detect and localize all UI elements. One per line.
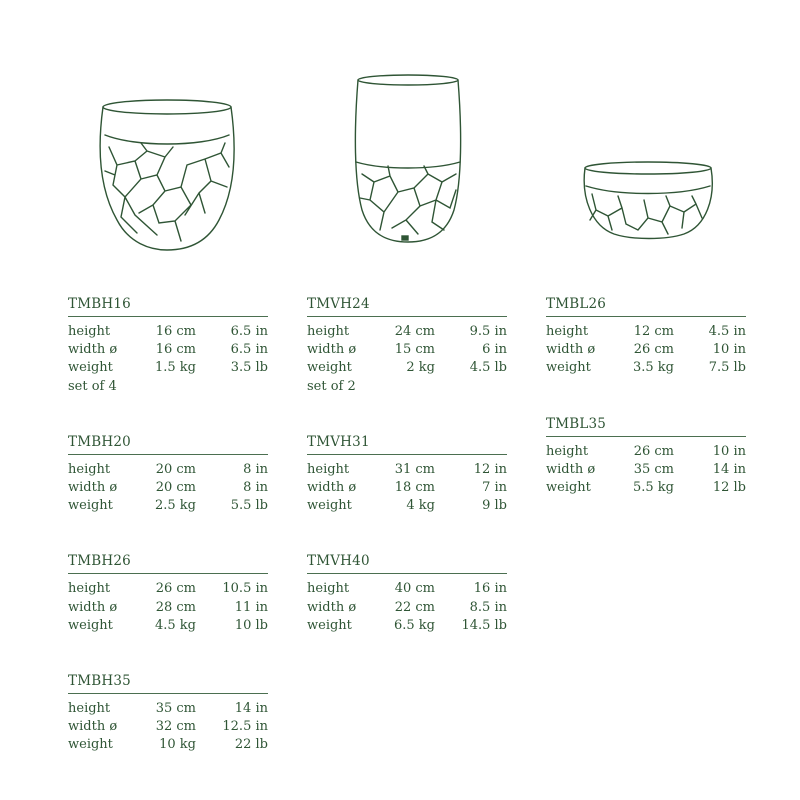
spec-label: width ø [307, 342, 357, 358]
spec-row-width [307, 479, 507, 497]
spec-imperial-value: 8.5 in [469, 599, 507, 615]
spec-metric-value: 26 cm [155, 581, 196, 597]
spec-metric-value: 1.5 kg [154, 360, 196, 376]
product-code: TMBL35 [546, 416, 746, 437]
spec-label: width ø [68, 599, 118, 615]
spec-imperial-value: 9.5 in [469, 324, 507, 339]
product-code: TMBH20 [68, 434, 268, 455]
spec-row-width [68, 479, 268, 497]
spec-label: weight [307, 498, 352, 514]
spec-metric-value: 35 cm [155, 700, 196, 716]
spec-imperial-value: 22 lb [234, 737, 268, 753]
spec-metric-value: 6.5 kg [393, 617, 435, 633]
spec-label: height [68, 461, 111, 477]
spec-row-height [68, 323, 268, 341]
product-code: TMVH24 [307, 296, 507, 317]
bowl-illustration [578, 158, 723, 248]
spec-imperial-value: 4.5 lb [469, 360, 507, 376]
spec-imperial-value: 12.5 in [222, 719, 268, 735]
spec-column-3 [546, 296, 746, 535]
spec-row-width [307, 341, 507, 359]
spec-row-width [68, 599, 268, 617]
spec-label: height [307, 324, 350, 339]
spec-metric-value: 2.5 kg [154, 498, 196, 514]
spec-label: height [68, 324, 111, 339]
spec-metric-value: 40 cm [394, 581, 435, 597]
spec-label: height [546, 324, 589, 339]
spec-label: height [307, 461, 350, 477]
product-code: TMBH35 [68, 673, 268, 694]
spec-label: width ø [68, 719, 118, 735]
spec-metric-value: 4 kg [406, 498, 435, 514]
spec-imperial-value: 12 lb [712, 479, 746, 495]
spec-column-1 [68, 296, 268, 792]
spec-imperial-value: 8 in [243, 479, 268, 495]
spec-metric-value: 26 cm [633, 342, 674, 358]
spec-imperial-value: 6 in [482, 342, 507, 358]
spec-label: width ø [546, 461, 596, 477]
spec-metric-value: 16 cm [155, 342, 196, 358]
spec-block-tmvh40 [307, 553, 507, 635]
spec-imperial-value: 3.5 lb [230, 360, 268, 376]
spec-label: weight [546, 360, 591, 376]
spec-block-tmbh26 [68, 553, 268, 635]
spec-metric-value: 32 cm [155, 719, 196, 735]
spec-imperial-value: 6.5 in [230, 324, 268, 339]
spec-metric-value: 22 cm [394, 599, 435, 615]
spec-row-weight [68, 497, 268, 515]
spec-row-height [68, 461, 268, 479]
spec-label: width ø [68, 342, 118, 358]
spec-block-tmbl35 [546, 416, 746, 498]
spec-label: width ø [68, 479, 118, 495]
spec-block-tmbl26 [546, 296, 746, 378]
spec-imperial-value: 14 in [234, 700, 268, 716]
spec-label: weight [68, 617, 113, 633]
spec-block-tmbh35 [68, 673, 268, 755]
spec-imperial-value: 10 in [712, 443, 746, 459]
spec-row-weight [546, 479, 746, 497]
spec-row-height [307, 580, 507, 598]
spec-block-tmbh16 [68, 296, 268, 396]
spec-imperial-value: 16 in [473, 581, 507, 597]
spec-metric-value: 18 cm [394, 479, 435, 495]
spec-label: weight [68, 737, 113, 753]
spec-row-weight [68, 617, 268, 635]
spec-metric-value: 20 cm [155, 479, 196, 495]
pot-illustrations [0, 0, 800, 270]
set-note: set of 2 [307, 378, 356, 394]
spec-metric-value: 10 kg [159, 737, 196, 753]
spec-metric-value: 35 cm [633, 461, 674, 477]
spec-metric-value: 5.5 kg [632, 479, 674, 495]
spec-imperial-value: 10 lb [234, 617, 268, 633]
spec-metric-value: 16 cm [155, 324, 196, 339]
spec-row-height [307, 461, 507, 479]
spec-row-height [307, 323, 507, 341]
spec-block-tmvh24 [307, 296, 507, 396]
spec-metric-value: 20 cm [155, 461, 196, 477]
spec-imperial-value: 10.5 in [222, 581, 268, 597]
spec-label: height [68, 581, 111, 597]
spec-label: height [68, 700, 111, 716]
spec-metric-value: 15 cm [394, 342, 435, 358]
spec-imperial-value: 9 lb [482, 498, 507, 514]
spec-metric-value: 12 cm [633, 324, 674, 339]
product-code: TMBL26 [546, 296, 746, 317]
spec-block-tmvh31 [307, 434, 507, 516]
spec-imperial-value: 7 in [482, 479, 507, 495]
spec-metric-value: 2 kg [406, 360, 435, 376]
spec-metric-value: 31 cm [394, 461, 435, 477]
product-code: TMVH40 [307, 553, 507, 574]
spec-imperial-value: 8 in [243, 461, 268, 477]
spec-imperial-value: 6.5 in [230, 342, 268, 358]
spec-row-weight [307, 617, 507, 635]
product-code: TMVH31 [307, 434, 507, 455]
spec-imperial-value: 7.5 lb [708, 360, 746, 376]
spec-row-height [68, 580, 268, 598]
spec-row-width [68, 341, 268, 359]
spec-label: weight [546, 479, 591, 495]
spec-row-weight [307, 359, 507, 377]
spec-imperial-value: 5.5 lb [230, 498, 268, 514]
spec-imperial-value: 14.5 lb [461, 617, 507, 633]
spec-imperial-value: 10 in [712, 342, 746, 358]
spec-imperial-value: 11 in [234, 599, 268, 615]
belly-pot-illustration [95, 95, 245, 260]
spec-row-weight [68, 359, 268, 377]
spec-label: weight [68, 360, 113, 376]
spec-block-tmbh20 [68, 434, 268, 516]
spec-label: height [307, 581, 350, 597]
spec-imperial-value: 14 in [712, 461, 746, 477]
spec-metric-value: 4.5 kg [154, 617, 196, 633]
spec-row-weight [307, 497, 507, 515]
spec-label: width ø [546, 342, 596, 358]
spec-metric-value: 24 cm [394, 324, 435, 339]
spec-row-height [546, 443, 746, 461]
spec-row-width [68, 718, 268, 736]
spec-imperial-value: 4.5 in [708, 324, 746, 339]
spec-row-weight [68, 736, 268, 754]
spec-label: weight [307, 360, 352, 376]
spec-metric-value: 3.5 kg [632, 360, 674, 376]
product-code: TMBH16 [68, 296, 268, 317]
spec-row-weight [546, 359, 746, 377]
spec-row-height [546, 323, 746, 341]
spec-label: width ø [307, 599, 357, 615]
spec-metric-value: 28 cm [155, 599, 196, 615]
spec-label: width ø [307, 479, 357, 495]
spec-row-width [307, 599, 507, 617]
spec-row-width [546, 341, 746, 359]
vase-illustration [348, 70, 468, 250]
spec-row-width [546, 461, 746, 479]
spec-label: weight [68, 498, 113, 514]
spec-label: height [546, 443, 589, 459]
spec-label: weight [307, 617, 352, 633]
spec-imperial-value: 12 in [473, 461, 507, 477]
spec-row-height [68, 700, 268, 718]
spec-metric-value: 26 cm [633, 443, 674, 459]
product-code: TMBH26 [68, 553, 268, 574]
spec-column-2 [307, 296, 507, 673]
set-note: set of 4 [68, 378, 117, 394]
